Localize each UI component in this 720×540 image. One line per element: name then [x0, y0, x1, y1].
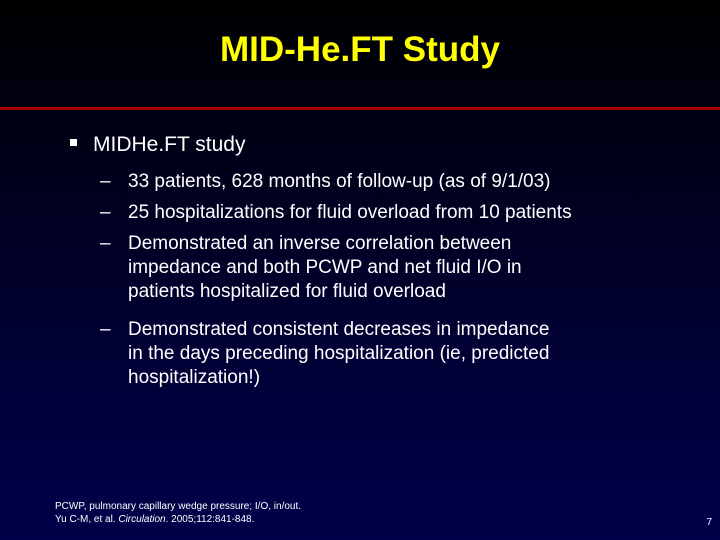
sub-point-2 [100, 201, 572, 225]
sub-point-line: Demonstrated consistent decreases in impedance [128, 319, 550, 340]
main-bullet-text: MIDHe.FT study [93, 133, 246, 156]
sub-point-text [128, 232, 522, 304]
sub-point-line: in the days preceding hospitalization (ie, predicted [128, 343, 550, 364]
sub-point-line: 33 patients, 628 months of follow-up (as of 9/1/03) [128, 171, 551, 192]
sub-point-line: 25 hospitalizations for fluid overload from 10 patients [128, 202, 572, 223]
sub-point-line: impedance and both PCWP and net fluid I/O in [128, 257, 522, 278]
sub-point-text [128, 170, 550, 194]
citation-journal: Circulation [118, 514, 166, 525]
sub-point-3 [100, 232, 522, 304]
footnote-abbreviations: PCWP, pulmonary capillary wedge pressure; I/O, in/out. [55, 501, 302, 512]
sub-point-line: patients hospitalized for fluid overload [128, 281, 446, 302]
footnote [55, 500, 301, 526]
title-divider [0, 107, 720, 110]
dash-icon: – [100, 202, 111, 223]
sub-point-text [128, 318, 549, 390]
main-bullet [70, 133, 245, 157]
sub-point-line: hospitalization!) [128, 367, 261, 388]
dash-icon: – [100, 319, 111, 340]
slide-title: MID-He.FT Study [220, 30, 500, 69]
citation-details: . 2005;112:841-848. [165, 514, 255, 525]
citation-authors: Yu C-M, et al. [55, 514, 119, 525]
dash-icon: – [100, 233, 111, 254]
footnote-citation [55, 513, 301, 526]
sub-point-line: Demonstrated an inverse correlation between [128, 233, 512, 254]
dash-icon: – [100, 171, 111, 192]
page-number: 7 [706, 517, 712, 528]
sub-point-1 [100, 170, 550, 194]
square-bullet-icon [70, 139, 77, 146]
sub-point-4 [100, 318, 549, 390]
sub-point-text [128, 201, 572, 225]
